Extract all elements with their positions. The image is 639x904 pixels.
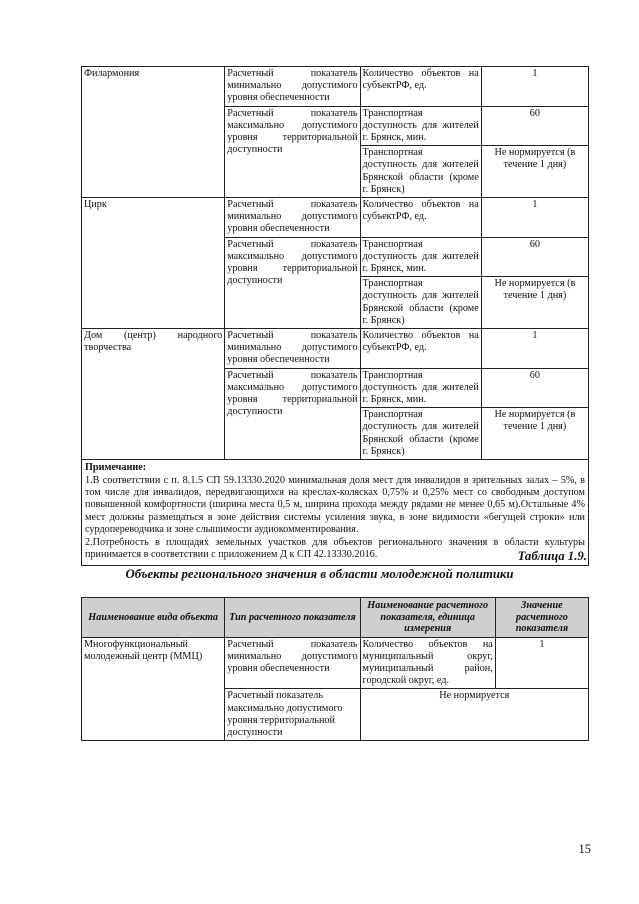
indicator-type-cell: Расчетный показатель минимально допустимого уровня обеспеченности: [225, 637, 360, 689]
object-name-cell: Многофункциональный молодежный центр (ММЦ): [82, 637, 225, 741]
column-header: Наименование вида объекта: [82, 598, 225, 638]
object-name-cell: Цирк: [82, 198, 225, 329]
measure-value-cell: 60: [481, 368, 588, 408]
measure-name-cell: Количество объектов на муниципальный округ, муниципальный район, городской округ, ед.: [360, 637, 495, 689]
measure-value-cell: 60: [481, 237, 588, 277]
culture-objects-table: [81, 66, 589, 566]
measure-value-cell: 1: [495, 637, 588, 689]
measure-value-cell: 60: [481, 106, 588, 146]
measure-name-cell: Количество объектов на субъектРФ, ед.: [360, 67, 481, 107]
indicator-type-cell: Расчетный показатель минимально допустимого уровня обеспеченности: [225, 198, 360, 238]
note-row: [82, 460, 589, 566]
object-name-cell: Филармония: [82, 67, 225, 198]
note-paragraph-1: 1.В соответствии с п. 8.1.5 СП 59.13330.2020 минимальная доля мест для инвалидов в зрительных залах – 5%, в том числе для инвалидов, передвигающихся на креслах-колясках 0,75% и 0,25% мест со свободным доступом повышенной комфортности (ширина места 0,5 м, ширина прохода между рядами не менее 0,65 м).Остальные 4% мест должны размещаться в зоне действия системы усиления звука, в зоне видимости «бегущей строки» или сурдопереводчика и зоне слышимости аудиокомментирования.: [85, 474, 585, 536]
indicator-type-cell: Расчетный показатель максимально допустимого уровня территориальной доступности: [225, 368, 360, 459]
table-row: [82, 637, 589, 689]
measure-name-cell: Транспортная доступность для жителей Брянской области (кроме г. Брянск): [360, 277, 481, 329]
measure-value-cell: Не нормируется (в течение 1 дня): [481, 277, 588, 329]
measure-name-cell: Транспортная доступность для жителей г. Брянск, мин.: [360, 368, 481, 408]
youth-policy-table: [81, 597, 589, 741]
table-row: [82, 67, 589, 107]
indicator-type-cell: Расчетный показатель максимально допустимого уровня территориальной доступности: [225, 237, 360, 328]
indicator-type-cell: Расчетный показатель минимально допустимого уровня обеспеченности: [225, 329, 360, 369]
measure-name-cell: Количество объектов на субъектРФ, ед.: [360, 198, 481, 238]
measure-value-cell: Не нормируется (в течение 1 дня): [481, 408, 588, 460]
table-row: [82, 198, 589, 238]
table-caption: Таблица 1.9.: [517, 549, 587, 563]
note-cell: [82, 460, 589, 566]
measure-value-cell: 1: [481, 67, 588, 107]
table-row: [82, 329, 589, 369]
measure-value-cell: 1: [481, 198, 588, 238]
measure-value-cell: Не нормируется: [360, 689, 588, 741]
measure-name-cell: Количество объектов на субъектРФ, ед.: [360, 329, 481, 369]
column-header: Тип расчетного показателя: [225, 598, 360, 638]
note-paragraph-2: 2.Потребность в площадях земельных участков для объектов регионального значения в области культуры принимается в соответствии с приложением Д к СП 42.13330.2016.: [85, 536, 585, 560]
column-header: Значение расчетного показателя: [495, 598, 588, 638]
measure-name-cell: Транспортная доступность для жителей г. Брянск, мин.: [360, 106, 481, 146]
indicator-type-cell: Расчетный показатель максимально допустимого уровня территориальной доступности: [225, 106, 360, 197]
indicator-type-cell: Расчетный показатель минимально допустимого уровня обеспеченности: [225, 67, 360, 107]
table-heading: Объекты регионального значения в области молодежной политики: [125, 567, 514, 581]
measure-value-cell: Не нормируется (в течение 1 дня): [481, 146, 588, 198]
measure-name-cell: Транспортная доступность для жителей Брянской области (кроме г. Брянск): [360, 146, 481, 198]
measure-value-cell: 1: [481, 329, 588, 369]
page-number: 15: [578, 842, 591, 856]
column-header: Наименование расчетного показателя, единица измерения: [360, 598, 495, 638]
object-name-cell: Дом (центр) народного творчества: [82, 329, 225, 460]
measure-name-cell: Транспортная доступность для жителей Брянской области (кроме г. Брянск): [360, 408, 481, 460]
table-header-row: [82, 598, 589, 638]
note-title: Примечание:: [85, 462, 147, 474]
indicator-type-cell: Расчетный показатель максимально допустимого уровня территориальной доступности: [225, 689, 360, 741]
measure-name-cell: Транспортная доступность для жителей г. Брянск, мин.: [360, 237, 481, 277]
